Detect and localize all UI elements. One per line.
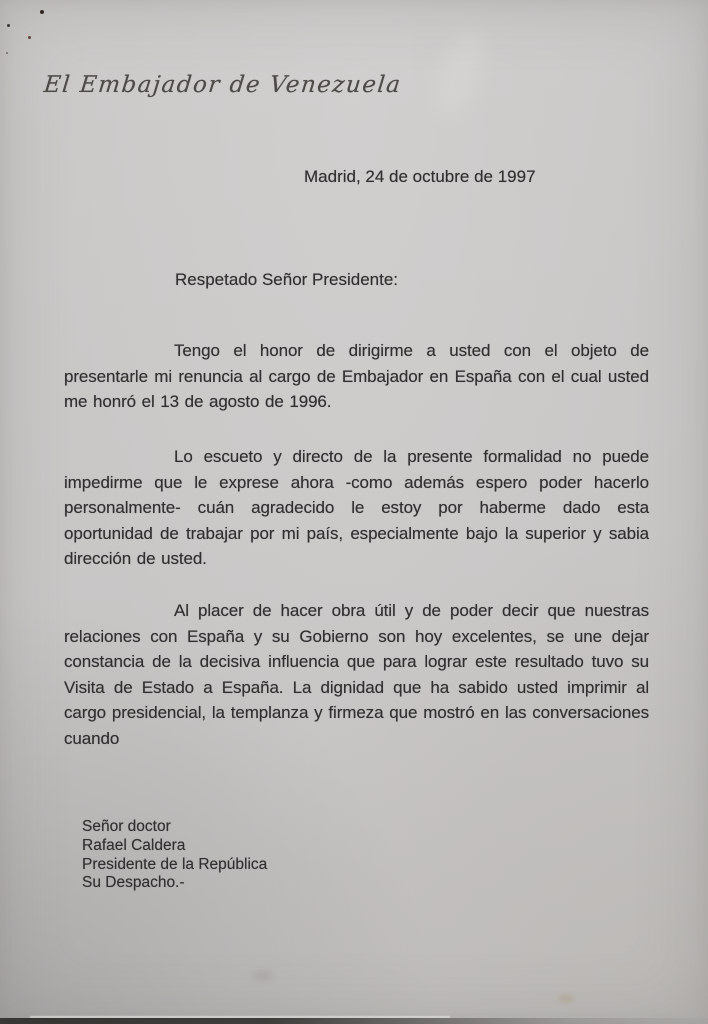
letterhead-script: El Embajador de Venezuela: [42, 72, 403, 98]
addressee-line-office: Su Despacho.-: [82, 874, 185, 892]
addressee-line-title: Señor doctor: [82, 818, 171, 835]
paper-stain: [253, 970, 273, 981]
paper-stain: [558, 994, 574, 1003]
addressee-line-role: Presidente de la República: [82, 855, 268, 873]
body-paragraph-1: Tengo el honor de dirigirme a usted con el objeto de presentarle mi renuncia al cargo de Embajador en España con el cual usted me honró el 13 de agosto de 1996.: [64, 341, 649, 412]
addressee-line-name: Rafael Caldera: [82, 836, 186, 854]
paper-speck: [6, 52, 8, 54]
addressee-block: [82, 818, 267, 893]
body-paragraph-3: Al placer de hacer obra útil y de poder decir que nuestras relaciones con España y su Gobierno son hoy excelentes, se une dejar constancia de la decisiva influencia que para lograr este resultado tuvo su Visita de Estado a España. La dignidad que ha sabido usted imprimir al cargo presidencial, la templanza y firmeza que mostró en las conversaciones cuando: [64, 601, 649, 748]
paper-speck: [28, 36, 31, 39]
body-paragraph-2: Lo escueto y directo de la presente formalidad no puede impedirme que le exprese ahora -como además espero poder hacerlo personalmente- cuán agradecido le estoy por haberme dado esta oportunidad de trabajar por mi país, especialmente bajo la superior y sabia dirección de usted.: [64, 447, 649, 569]
date-line: Madrid, 24 de octubre de 1997: [304, 167, 536, 186]
paper-speck: [40, 10, 44, 14]
paper-speck: [7, 24, 10, 27]
salutation: Respetado Señor Presidente:: [175, 270, 399, 289]
scan-edge-shadow: [0, 1018, 708, 1024]
paper-stain: [426, 24, 494, 122]
